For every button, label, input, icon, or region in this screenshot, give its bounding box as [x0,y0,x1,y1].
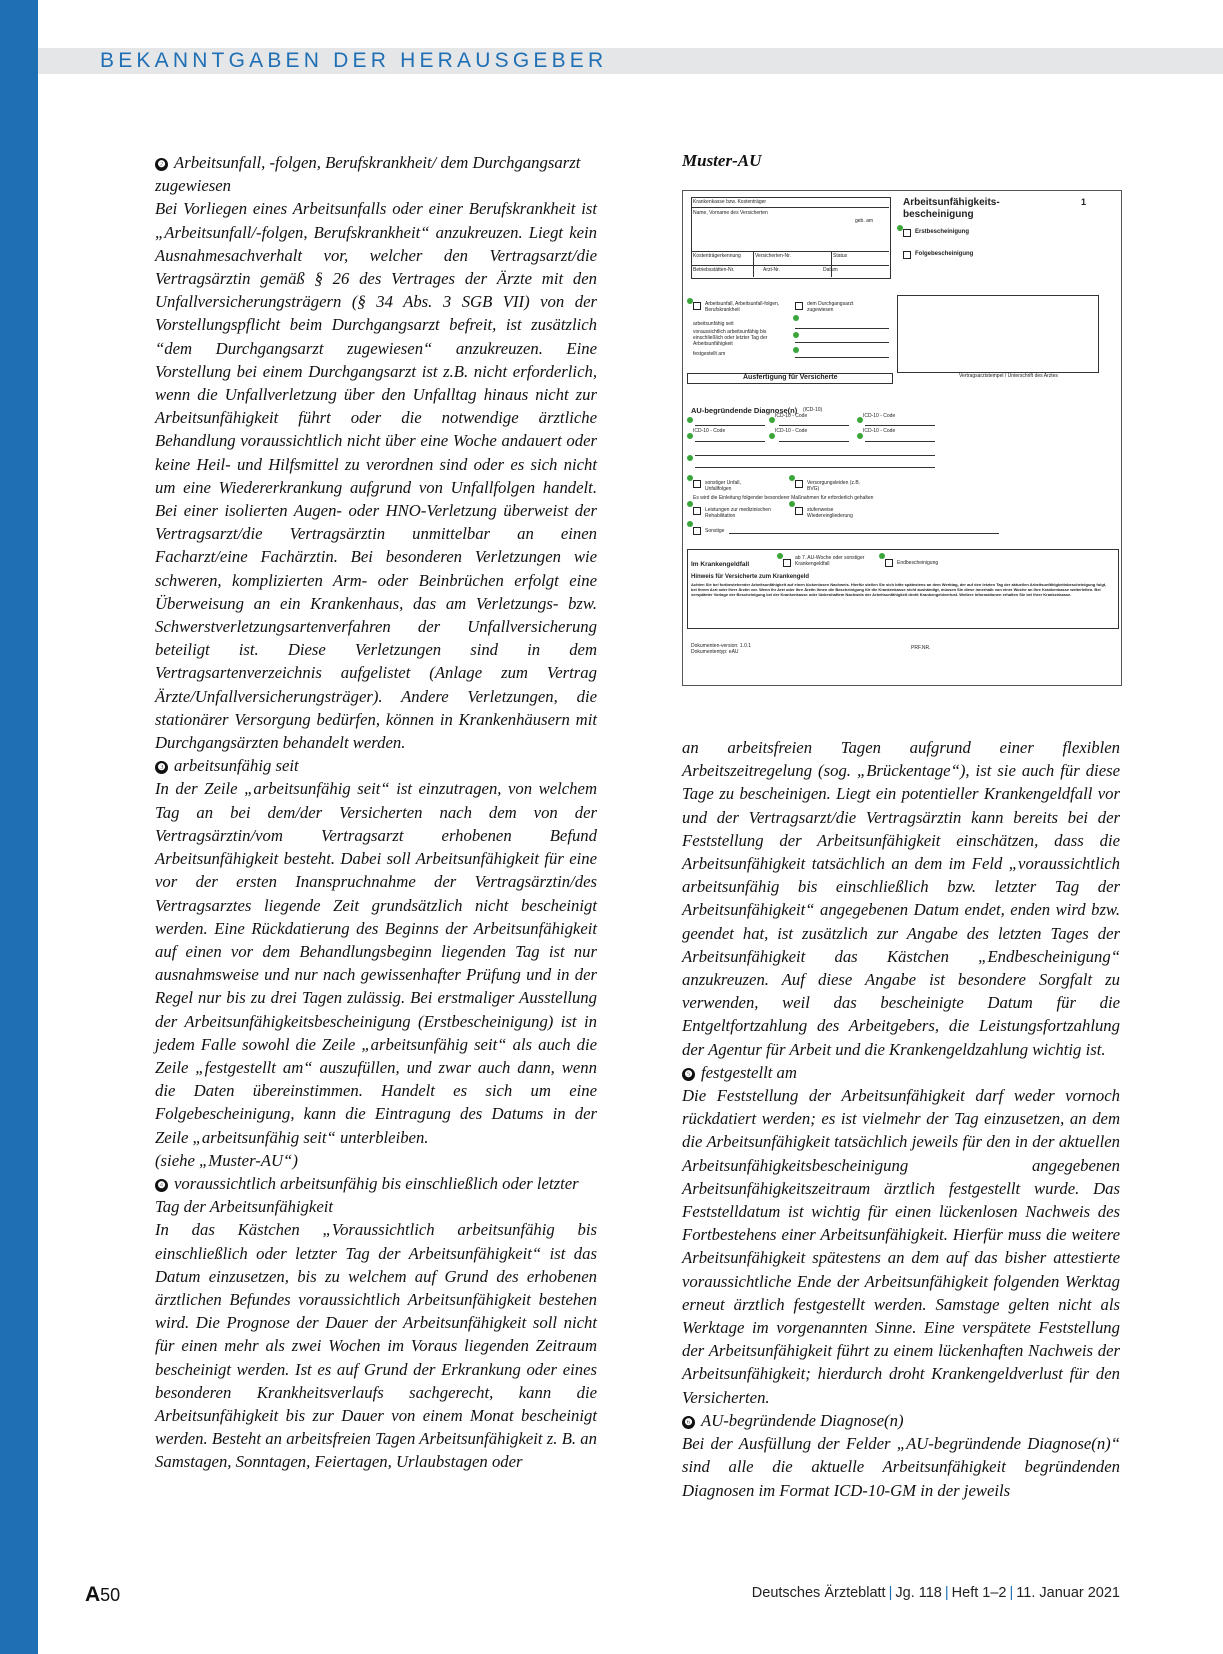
form-marker-5 [793,347,799,353]
journal-volume: Jg. 118 [895,1585,942,1601]
text: In der Zeile „arbeitsunfähig seit“ ist einzutragen, von welchem Tag an bei dem/der Versicherten nach dem von der Vertragsärztin/vom Vertragsarzt erhobenen Befund Arbeitsunfähigkeit besteht. Dabei soll Arbeitsunfähigkeit für eine vor der ersten Inanspruchnahme der Vertragsärztin/des Vertragsarztes liegende Zeit grundsätzlich nicht bescheinigt werden. Eine Rückdatierung des Beginns der Arbeitsunfähigkeit auf einen vor dem Behandlungsbeginn liegenden Tag ist nur ausnahmsweise und nur nach gewissenhafter Prüfung und in der Regel nur bis zu drei Tagen zulässig. Bei erstmaliger Ausstellung der Arbeitsunfähigkeitsbescheinigung (Erstbescheinigung) ist in jedem Falle sowohl die Zeile „arbeitsunfähig seit“ als auch die Zeile „festgestellt am“ auszufüllen, und zwar auch dann, wenn die Daten übereinstimmen. Handelt es sich um eine Folgebescheinigung, kann die Eintragung des Datums in der Zeile „arbeitsunfähig seit“ unterbleiben. [155,779,597,1147]
form-label-stufenweise: stufenweise Wiedereingliederung [807,507,853,519]
paragraph [155,197,597,754]
form-icd-code-label: ICD-10 - Code [775,428,808,434]
form-checkbox-erst [903,229,911,237]
text: festgestellt am [701,1062,797,1082]
form-label-sonstige: Sonstige [705,528,725,534]
journal-issue: Heft 1–2 [951,1585,1007,1601]
form-label-seit: arbeitsunfähig seit [693,321,734,327]
number-badge: ❹ [155,1179,168,1192]
subheading [155,754,597,777]
paragraph [682,1432,1120,1502]
form-icd-code-label: ICD-10 - Code [863,413,896,419]
form-marker-6b [769,417,775,423]
form-label-ab7: ab 7. AU-Woche oder sonstiger Krankengeldfall [795,555,865,567]
form-label-krankenkasse: Krankenkasse bzw. Kostenträger [693,199,767,205]
text-column-left [155,151,597,1474]
form-label-endbescheinigung: Endbescheinigung [897,560,939,566]
form-checkbox-sonstiger-unfall [693,480,701,488]
form-marker-6d [687,433,693,439]
form-diagnosis-title: AU-begründende Diagnose(n) [691,406,798,415]
paragraph [682,1084,1120,1409]
text: In das Kästchen „Voraussichtlich arbeitsunfähig bis einschließlich oder letzter Tag der Arbeitsunfähigkeit“ ist das Datum einzusetzen, bis zu welchem auf Grund des erhobenen ärztlichen Befundes voraussichtlich Arbeitsunfähigkeit bestehen wird. Die Prognose der Dauer der Arbeitsunfähigkeit soll nicht für einen mehr als zwei Wochen im Voraus liegenden Zeitraum bescheinigt werden. Ist es auf Grund der Erkrankung oder eines besonderen Krankheitsverlaufs sachgerecht, kann die Arbeitsunfähigkeit bis zur Dauer von einem Monat bescheinigt werden. Besteht an arbeitsfreien Tagen Arbeitsunfähigkeit z. B. an Samstagen, Sonntagen, Feiertagen, Urlaubstagen oder [155,1220,597,1472]
text: an arbeitsfreien Tagen aufgrund einer flexiblen Arbeitszeitregelung (sog. „Brückentage“), ist sie auch für diese Tage zu bescheinigen. Liegt ein potentieller Krankengeldfall vor und der Vertragsarzt/die Vertragsärztin kann bereits bei der Feststellung der Arbeitsunfähigkeit einschätzen, dass die Arbeitsunfähigkeit tatsächlich an dem im Feld „voraussichtlich arbeitsunfähig bis einschließlich bzw. letzter Tag der Arbeitsunfähigkeit“ angegebenen Datum endet, enden wird bzw. geendet hat, ist zusätzlich zur Angabe des letzten Tages der Arbeitsunfähigkeit das Kästchen „Endbescheinigung“ anzukreuzen. Auf diese Angabe ist besondere Sorgfalt zu verwenden, weil das bescheinigte Datum für die Entgeltfortzahlung des Arbeitgebers, die Leistungsfortzahlung der Agentur für Arbeit und die Krankengeldzahlung wichtig ist. [682,738,1120,1059]
number-badge: ❸ [155,761,168,774]
form-title-line1: Arbeitsunfähigkeits- [903,197,1000,208]
form-checkbox-stufenweise [795,507,803,515]
separator: | [888,1585,893,1601]
text: (siehe „Muster-AU“) [155,1150,298,1170]
form-title-line2: bescheinigung [903,209,974,220]
subheading [155,1172,597,1218]
text: arbeitsunfähig seit [174,756,299,776]
form-label-krankengeld: Im Krankengeldfall [691,561,750,568]
form-label-sonstiger-unfall: sonstiger Unfall, Unfallfolgen [705,480,741,492]
form-label-einleitung: Es wird die Einleitung folgender besonderer Maßnahmen für erforderlich gehalten [693,495,874,501]
subheading [682,1061,1120,1084]
form-checkbox-sonstige [693,527,701,535]
form-label-unfall: Arbeitsunfall, Arbeitsunfall-folgen, Berufskrankheit [705,301,780,313]
form-icd-code-label: ICD-10 - Code [863,428,896,434]
form-marker-6c [857,417,863,423]
figure-caption: Muster-AU [682,151,762,170]
form-marker-7 [687,455,693,461]
form-pruefnummer: PRF.NR. [911,645,931,651]
form-icd-code-label: ICD-10 - Code [693,428,726,434]
form-hinweis-text: Achten Sie bei fortbestehender Arbeitsunfähigkeit auf einen lückenlosen Nachweis. Hierfür stellen Sie sich bitte spätestens an dem Werktag, der auf den letzten Tag der aktuellen Arbeitsunfähigkeitsbescheinigung folgt, bei Ihrem Arzt oder Ihrer Ärztin vor. Wenn Ihr Arzt oder Ihre Ärztin Ihnen die Bescheinigung für die Krankenkasse nicht aushändigt, müssen Sie diese innerhalb von einer Woche an Ihre Krankenkasse weiterleiten. Bei verspäteter Vorlage der Bescheinigung bei der Krankenkasse oder lückenhaftem Nachweis der Arbeitsunfähigkeit droht Krankengeldverlust. Weitere Informationen erhalten Sie bei Ihrer Krankenkasse. [691,582,1107,597]
form-hinweis-title: Hinweis für Versicherte zum Krankengeld [691,574,810,580]
form-label-festgestellt: festgestellt am [693,351,726,357]
form-page-number: 1 [1081,197,1087,207]
journal-info [752,1585,1120,1601]
form-label-betriebsstaette: Betriebsstätten-Nr. [693,267,735,273]
form-label-status: Status [833,253,848,259]
subheading [155,151,597,197]
form-label-geb: geb. am [855,218,874,224]
form-marker-3 [793,315,799,321]
text: Bei der Ausfüllung der Felder „AU-begründende Diagnose(n)“ sind alle die aktuelle Arbeitsunfähigkeit begründenden Diagnosen im Format ICD-10-GM in der jeweils [682,1434,1120,1500]
text: AU-begründende Diagnose(n) [701,1410,904,1430]
form-version-1: Dokumenten-version: 1.0.1 [691,643,752,649]
form-checkbox-folge [903,251,911,259]
form-label-bis: voraussichtlich arbeitsunfähig bis einschließlich oder letzter Tag der Arbeitsunfähigkeit [693,329,768,347]
form-marker-6 [687,417,693,423]
text: Die Feststellung der Arbeitsunfähigkeit darf weder vornoch rückdatiert werden; es ist vielmehr der Tag einzusetzen, an dem die Arbeitsunfähigkeit tatsächlich jeweils für den in der aktuellen Arbeitsunfähigkeitsbescheinigung angegebenen Arbeitsunfähigkeitszeitraum ärztlich festgestellt wurde. Das Feststelldatum ist wichtig für einen lückenlosen Nachweis des Fortbestehens einer Arbeitsunfähigkeit. Hierfür muss die weitere Arbeitsunfähigkeit spätestens an dem auf das bisher attestierte voraussichtliche Ende der Arbeitsunfähigkeit folgenden Werktag erneut ärztlich festgestellt werden. Samstage gelten nicht als Werktage im vorgenannten Sinne. Eine verspätete Feststellung der Arbeitsunfähigkeit führt zu einem lückenhaften Nachweis der Arbeitsunfähigkeit; hierdurch droht Krankengeldverlust für den Versicherten. [682,1086,1120,1407]
form-checkbox-durchgang [795,302,803,310]
form-label-stempel: Vertragsarztstempel / Unterschrift des Arztes [959,373,1058,379]
journal-date: 11. Januar 2021 [1016,1585,1120,1601]
form-label-leistungen: Leistungen zur medizinischen Rehabilitation [705,507,771,519]
form-label-name: Name, Vorname des Versicherten [693,210,768,216]
paragraph [155,1149,597,1172]
form-icd10-label: (ICD-10) [803,407,823,413]
form-icd-code-label: ICD-10 - Code [775,413,808,419]
subheading [682,1409,1120,1432]
separator: | [1009,1585,1014,1601]
number-badge: ❷ [155,158,168,171]
form-label-durchgang: dem Durchgangsarzt zugewiesen [807,301,854,313]
form-marker-6f [857,433,863,439]
form-label-folge: Folgebescheinigung [915,251,974,257]
form-marker-6e [769,433,775,439]
paragraph [155,777,597,1148]
form-checkbox-ab7 [783,559,791,567]
form-checkbox-endbescheinigung [885,559,893,567]
paragraph [682,736,1120,1061]
form-label-datum: Datum [823,267,838,273]
number-badge: ❺ [682,1068,695,1081]
sidebar-accent-bar [0,0,38,1654]
page-prefix: A [85,1583,101,1606]
section-title: BEKANNTGABEN DER HERAUSGEBER [100,49,608,72]
form-marker-4 [793,332,799,338]
form-label-arzt: Arzt-Nr. [763,267,780,273]
form-checkbox-leistungen [693,507,701,515]
number-badge: ❻ [682,1416,695,1429]
text: voraussichtlich arbeitsunfähig bis einschließlich oder letzter Tag der Arbeitsunfähigkeit [155,1173,579,1217]
form-label-versichertennr: Versicherten-Nr. [755,253,791,259]
form-ausfertigung-label: Ausfertigung für Versicherte [743,374,838,381]
page-number-value: 50 [100,1585,121,1605]
form-label-versorgung: Versorgungsleiden (z.B. BVG) [807,480,861,492]
muster-au-form-figure [682,190,1122,686]
text-column-right [682,736,1120,1502]
separator: | [944,1585,949,1601]
journal-name: Deutsches Ärzteblatt [751,1585,886,1601]
form-version-2: Dokumententyp: eAU [691,649,739,655]
form-label-erst: Erstbescheinigung [915,229,970,235]
text: Bei Vorliegen eines Arbeitsunfalls oder einer Berufskrankheit ist „Arbeitsunfall/-folgen, Berufskrankheit“ anzukreuzen. Liegt kein Ausnahmesachverhalt vor, welcher den Vertragsarzt/die Vertragsärztin gemäß § 26 des Vertrages der Ärzte mit den Unfallversicherungsträgern (§ 34 Abs. 3 SGB VII) von der Vorstellungspflicht beim Durchgangsarzt befreit, ist zusätzlich “dem Durchgangsarzt zugewiesen“ anzukreuzen. Eine Vorstellung bei einem Durchgangsarzt ist z.B. nicht erforderlich, wenn die Unfallverletzung über den Unfalltag hinaus nicht zur Arbeitsunfähigkeit führt oder die notwendige ärztliche Behandlung voraussichtlich nicht über eine Woche andauert oder keine Heil- und Hilfsmittel zu verordnen sind oder es sich nicht um eine Wiedererkrankung aufgrund von Unfallfolgen handelt. Bei einer isolierten Augen- oder HNO-Verletzung überweist der Vertragsarzt/die Vertragsärztin unmittelbar an einen Facharzt/eine Fachärztin. Bei besonderen Verletzungen wie schweren, komplizierten Arm- oder Beinbrüchen erfolgt eine Überweisung an ein Krankenhaus, das am Verletzungs- bzw. Schwerstverletzungsartenverfahren der Unfallversicherung beteiligt ist. Diese Verletzungen sind in dem Vertragsartenverzeichnis aufgelistet (Anlage zum Vertrag Ärzte/Unfallversicherungsträger). Andere Verletzungen, die stationärer Versorgung bedürfen, können in Krankenhäusern mit Durchgangsärzten behandelt werden. [155,199,597,753]
form-label-kostentraeger: Kostenträgerkennung [693,253,741,259]
paragraph [155,1218,597,1473]
text: Arbeitsunfall, -folgen, Berufskrankheit/ dem Durchgangsarzt zugewiesen [155,153,581,196]
form-checkbox-versorgung [795,480,803,488]
page-number [85,1583,120,1607]
form-checkbox-unfall [693,302,701,310]
